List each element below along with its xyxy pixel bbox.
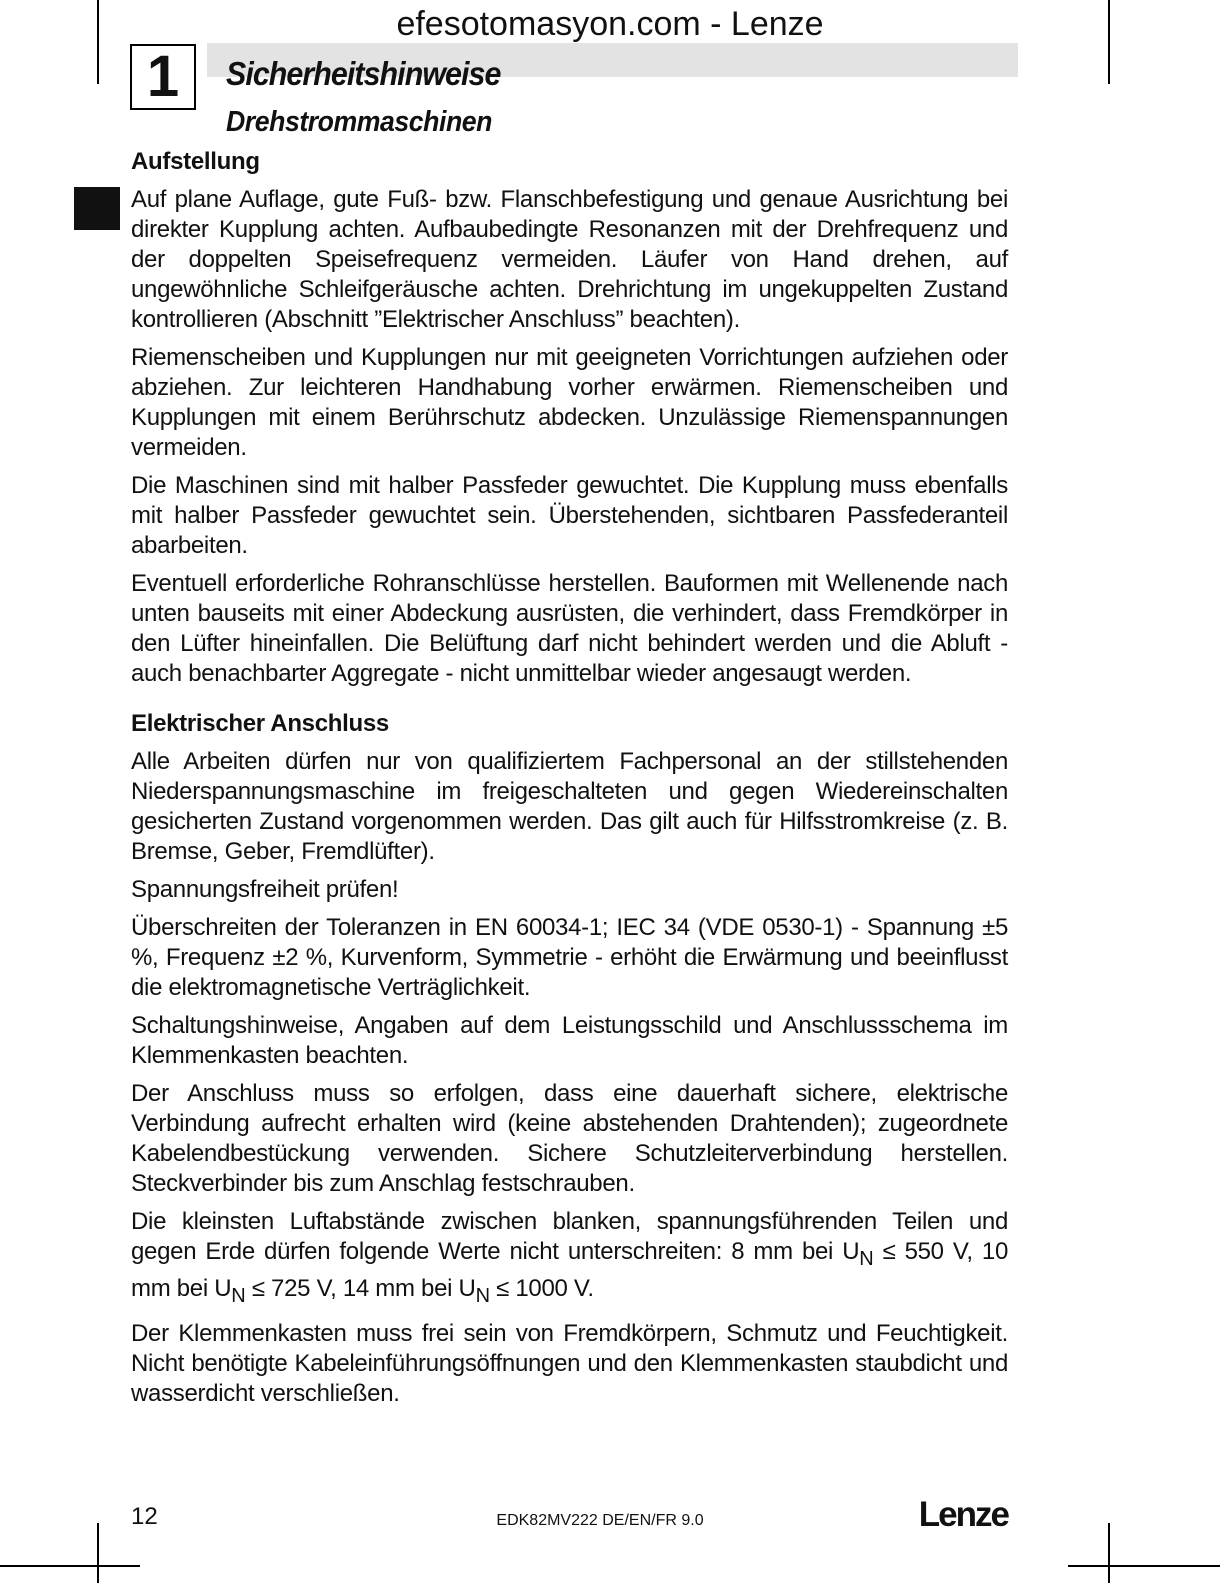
- margin-marker: [74, 187, 120, 230]
- text-run: ≤ 550 V, 10 mm bei: [131, 1238, 1008, 1302]
- lenze-logo: Lenze: [918, 1495, 1008, 1534]
- paragraph: Überschreiten der Toleranzen in EN 60034-1; IEC 34 (VDE 0530-1) - Spannung ±5 %, Frequenz ±2 %, Kurvenform, Symmetrie - erhöht die Erwärmung und beeinflusst die elektromagnetische Verträglichkeit.: [131, 914, 1008, 1001]
- paragraph: Auf plane Auflage, gute Fuß- bzw. Flanschbefestigung und genaue Ausrichtung bei direkter Kupplung achten. Aufbaubedingte Resonanzen mit der Drehfrequenz und der doppelten Speisefrequenz vermeiden. Läufer von Hand drehen, auf ungewöhnliche Schleifgeräusche achten. Drehrichtung im ungekuppelten Zustand kontrollieren (Abschnitt ”Elektrischer Anschluss” beachten).: [131, 186, 1008, 333]
- subscript: N: [859, 1247, 874, 1270]
- document-body: [131, 147, 1008, 1417]
- subscript: N: [475, 1284, 490, 1307]
- paragraph: Riemenscheiben und Kupplungen nur mit geeigneten Vorrichtungen aufziehen oder abziehen. Zur leichteren Handhabung vorher erwärmen. Riemenscheiben und Kupplungen mit einem Berührschutz abdecken. Unzulässige Riemenspannungen vermeiden.: [131, 344, 1008, 461]
- crop-mark: [1108, 1523, 1110, 1583]
- crop-mark: [97, 1523, 99, 1583]
- paragraph: Spannungsfreiheit prüfen!: [131, 876, 399, 903]
- text-run: U: [458, 1274, 476, 1302]
- section-heading: Aufstellung: [131, 148, 260, 175]
- paragraph: Der Anschluss muss so erfolgen, dass eine dauerhaft sichere, elektrische Verbindung aufrecht erhalten wird (keine abstehenden Drahtenden); zugeordnete Kabelendbestückung verwenden. Sichere Schutzleiterverbindung herstellen. Steckverbinder bis zum Anschlag festschrauben.: [131, 1080, 1008, 1197]
- text-run: ≤ 1000 V.: [489, 1274, 594, 1302]
- section-heading: Elektrischer Anschluss: [131, 710, 389, 737]
- site-header: efesotomasyon.com - Lenze: [396, 5, 824, 43]
- crop-mark: [0, 1565, 140, 1567]
- crop-mark: [1068, 1565, 1220, 1567]
- text-run: Die kleinsten Luftabstände zwischen blanken, spannungsführenden Teilen und gegen Erde dürfen folgende Werte nicht unterschreiten: 8 mm bei: [131, 1208, 1008, 1265]
- text-run: U: [842, 1238, 860, 1265]
- page-title: Sicherheitshinweise: [226, 55, 501, 92]
- paragraph: Der Klemmenkasten muss frei sein von Fremdkörpern, Schmutz und Feuchtigkeit. Nicht benötigte Kabeleinführungsöffnungen und den Klemmenkasten staubdicht und wasserdicht verschließen.: [131, 1319, 1008, 1407]
- page-subtitle: Drehstrommaschinen: [226, 106, 493, 138]
- document-code: EDK82MV222 DE/EN/FR 9.0: [496, 1512, 704, 1529]
- clearance-paragraph: [131, 1207, 1008, 1311]
- chapter-number-box: 1: [130, 44, 196, 110]
- subscript: N: [231, 1284, 246, 1307]
- paragraph: Eventuell erforderliche Rohranschlüsse herstellen. Bauformen mit Wellenende nach unten bauseits mit einer Abdeckung ausrüsten, die verhindert, dass Fremdkörper in den Lüfter hineinfallen. Die Belüftung darf nicht behindert werden und die Abluft - auch benachbarter Aggregate - nicht unmittelbar wieder angesaugt werden.: [131, 570, 1008, 687]
- text-run: U: [214, 1274, 232, 1302]
- paragraph: Die Maschinen sind mit halber Passfeder gewuchtet. Die Kupplung muss ebenfalls mit halber Passfeder gewuchtet sein. Überstehenden, sichtbaren Passfederanteil abarbeiten.: [131, 472, 1008, 559]
- page-number: 12: [131, 1503, 158, 1530]
- text-run: ≤ 725 V, 14 mm bei: [245, 1274, 459, 1302]
- paragraph: Schaltungshinweise, Angaben auf dem Leistungsschild und Anschlussschema im Klemmenkasten beachten.: [131, 1012, 1008, 1069]
- paragraph: Alle Arbeiten dürfen nur von qualifiziertem Fachpersonal an der stillstehenden Niederspannungsmaschine im freigeschalteten und gegen Wiedereinschalten gesicherten Zustand vorgenommen werden. Das gilt auch für Hilfsstromkreise (z. B. Bremse, Geber, Fremdlüfter).: [131, 748, 1008, 865]
